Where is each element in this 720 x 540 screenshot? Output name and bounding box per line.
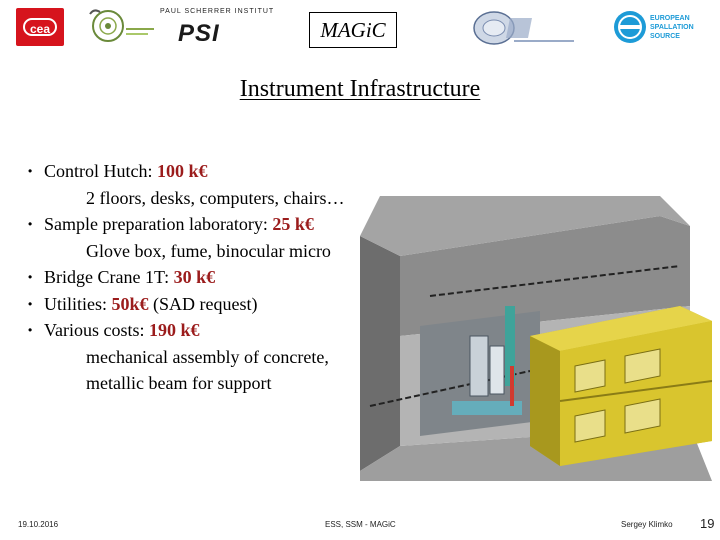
cost-value: 25 k€ (272, 214, 314, 234)
cost-value: 100 k€ (157, 161, 208, 181)
bullet-item-utilities: • Utilities: 50k€ (SAD request) (28, 291, 388, 318)
bullet-icon: • (28, 323, 33, 337)
cost-value: 50k€ (111, 293, 149, 314)
page-number: 19 (700, 516, 715, 531)
ess-logo-text: EUROPEAN SPALLATION SOURCE (650, 15, 694, 40)
instrument-cad-render (360, 196, 712, 481)
bullet-icon: • (28, 217, 33, 231)
bullet-detail: mechanical assembly of concrete, (86, 346, 329, 367)
cost-bullet-list (28, 158, 388, 397)
bullet-item-bridge-crane: • Bridge Crane 1T: 30 k€ (28, 264, 388, 291)
slide-heading: Instrument Infrastructure (239, 76, 481, 102)
bullet-item-various-costs: • Various costs: 190 k€ (28, 317, 388, 344)
cost-value: 30 k€ (173, 267, 216, 287)
footer-date: 19.10.2016 (18, 520, 59, 529)
llb-logo (86, 6, 158, 46)
jcns-logo (470, 8, 580, 48)
bullet-item-control-hutch: • Control Hutch: 100 k€ (28, 158, 388, 185)
footer-event: ESS, SSM - MAGiC (325, 520, 396, 529)
psi-wordmark: PSI (178, 20, 220, 47)
bullet-detail: 2 floors, desks, computers, chairs… (86, 187, 345, 208)
bullet-icon: • (28, 164, 33, 178)
bullet-detail: Glove box, fume, binocular micro (86, 240, 331, 261)
magic-title-box: MAGiC (309, 12, 397, 48)
psi-tagline: PAUL SCHERRER INSTITUT (160, 8, 275, 15)
cea-logo (16, 8, 64, 46)
bullet-detail: metallic beam for support (86, 373, 272, 393)
bullet-item-sample-lab: • Sample preparation laboratory: 25 k€ (28, 211, 388, 238)
cost-value: 190 k€ (149, 320, 200, 340)
cea-logo-text: cea (23, 18, 57, 36)
bullet-icon: • (28, 296, 33, 311)
footer-author: Sergey Klimko (621, 520, 673, 529)
psi-logo (160, 8, 275, 48)
ess-logo (610, 6, 710, 48)
bullet-icon: • (28, 270, 33, 284)
